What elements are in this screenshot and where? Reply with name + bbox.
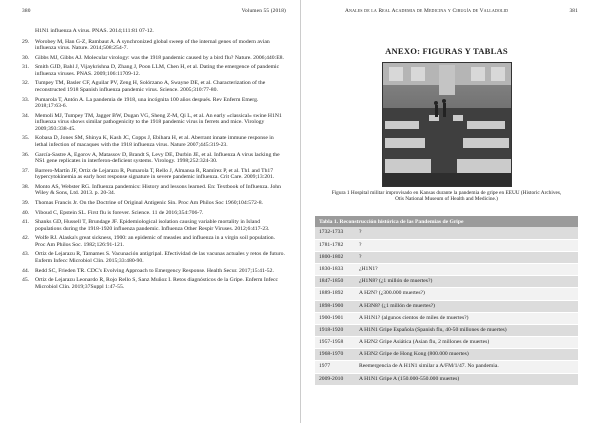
reference-text: Ortiz de Lejarazu Leonardo R, Rojo Rello S, Sanz Muñoz I. Retos diagnósticos de la Gripe. Enferm Infecc Microbiol Clin. 2019;37Suppl 1:47-55. (35, 277, 279, 290)
reference-text: Gibbs MJ, Gibbs AJ. Molecular virology: was the 1918 pandemic caused by a bird flu? Nature. 2006;440:E8. (35, 54, 284, 61)
period-cell: 1800-1802 (319, 253, 344, 260)
reference-text: Shanks GD, Hussell T, Brundage JF. Epidemiological isolation causing variable mortality in Island populations during the 1918-1920 influenza pandemic. Influenza Other Respir Viruses. 2012;6:417-23. (35, 219, 270, 232)
table-row (315, 252, 578, 264)
period-cell: 1898-1900 (319, 302, 344, 309)
description-cell: A H3N8? (¿1 millón de muertes?) (359, 302, 435, 309)
left-running-header (22, 8, 286, 18)
period-cell: 2009-2010 (319, 375, 344, 382)
reference-text: García-Sastre A, Egorov A, Matassov D, Brandt S, Levy DE, Durbin JE, et al. Influenza A virus lacking the NS1 gene replicates in interferon-deficient systems. Virology. 1998;252:324-30. (35, 151, 280, 165)
right-running-header (315, 8, 578, 18)
reference-number: 44. (22, 267, 30, 274)
reference-text: Kobasa D, Jones SM, Shinya K, Kash JC, Copps J, Ebihara H, et al. Aberrant innate immune response in lethal infection of macaques with the 1918 influenza virus. Nature 2007;445:319-23. (35, 135, 274, 148)
period-cell: 1889-1892 (319, 290, 344, 297)
reference-item (22, 97, 286, 110)
description-cell: ? (359, 229, 362, 236)
table-row (315, 240, 578, 252)
right-page (300, 0, 600, 423)
reference-text: Barrero-Martín JF, Ortiz de Lejarazu R, Pumarola T, Rello J, Almansa R, Ramírez P, et al. Th1 and Th17 hypercytokinemia as early host response signature in severe pandemic influenza. Crit Care. 2009;13:201. (35, 167, 275, 181)
reference-number: 38. (22, 183, 30, 190)
reference-item (22, 210, 286, 217)
table-row (315, 264, 578, 276)
description-cell: ? (359, 253, 362, 260)
table-body (315, 227, 578, 385)
reference-item (22, 135, 286, 148)
figure-caption: Figura 1 Hospital militar improvisado en Kansas durante la pandemia de gripe en EEUU (Historic Archives, Otis National Museum of Health and Medicine.) (331, 190, 562, 203)
reference-item (22, 64, 286, 77)
reference-item (22, 277, 286, 290)
right-header-text: Anales de la Real Academia de Medicina y Cirugía de Valladolid (345, 8, 509, 14)
reference-number: 39. (22, 199, 30, 206)
reference-item (22, 55, 286, 62)
description-cell: A H2N2 Gripe Asiática (Asian flu, 2 millones de muertes) (359, 339, 490, 346)
table-row (315, 337, 578, 349)
period-cell: 1977 (319, 363, 331, 370)
reference-number: 40. (22, 209, 30, 216)
reference-text: Wolfe RJ. Alaska's great sickness, 1900: an epidemic of measles and influenza in a virgin soil population. Proc Am Philos Soc. 1982;126:91-121. (35, 235, 276, 248)
reference-text: Thomas Francis Jr. On the Doctrine of Original Antigenic Sin. Proc Am Philos Soc 1960;104:572-8. (35, 199, 263, 206)
table-row (315, 276, 578, 288)
reference-number: 42. (22, 235, 30, 242)
table-row (315, 374, 578, 386)
left-header-text: Volumen 55 (2018) (241, 8, 286, 14)
reference-number: 34. (22, 112, 30, 119)
period-cell: 1830-1833 (319, 265, 344, 272)
reference-number: 36. (22, 151, 30, 158)
table-row (315, 313, 578, 325)
table-row (315, 301, 578, 313)
period-cell: 1900-1901 (319, 314, 344, 321)
reference-number: 32. (22, 80, 30, 87)
description-cell: ¿H1N8? (¿1 millón de muertes?) (359, 278, 433, 285)
reference-text: Viboud C, Epstein SL. First flu is forever. Science. 11 de 2016;354:706-7. (35, 209, 204, 216)
reference-number: 31. (22, 64, 30, 71)
reference-item (22, 268, 286, 275)
reference-item (22, 80, 286, 93)
annex-title: ANEXO: FIGURAS Y TABLAS (385, 46, 508, 56)
description-cell: ? (359, 241, 362, 248)
period-cell: 1957-1958 (319, 339, 344, 346)
reference-text: Tumpey TM, Basler CF, Aguilar PV, Zeng H, Solórzano A, Swayne DE, et al. Characterization of the reconstructed 1918 Spanish influenza pandemic virus. Science. 2005;310:77-80. (35, 80, 266, 93)
reference-item (22, 39, 286, 52)
references-list (22, 28, 286, 290)
reference-item (22, 235, 286, 248)
reference-text: Ortiz de Lejarazu R, Tamames S. Vacunación antigripal. Efectividad de las vacunas actuales y retos de futuro. Enferm Infecc Microbiol Clin. 2015;33:480-90. (35, 251, 285, 264)
period-cell: 1732-1733 (319, 229, 344, 236)
hospital-photo (382, 62, 512, 187)
reference-item (22, 113, 286, 133)
period-cell: 1968-1970 (319, 351, 344, 358)
reference-text: Redd SC, Frieden TR. CDC's Evolving Approach to Emergency Response. Health Secur. 2017;15:41-52. (35, 267, 274, 274)
description-cell: A H2N? (¿300.000 muertes?) (359, 290, 425, 297)
reference-number: 33. (22, 96, 30, 103)
table-title: Tabla 1. Reconstrucción histórica de las Pandemias de Gripe (315, 216, 578, 227)
reference-item (22, 251, 286, 264)
reference-number: 45. (22, 277, 30, 284)
reference-continued: H1N1 influenza A virus. PNAS. 2014;111:81 07-12. (35, 28, 154, 34)
reference-number: 35. (22, 135, 30, 142)
reference-item (22, 184, 286, 197)
period-cell: 1918-1920 (319, 326, 344, 333)
description-cell: A H1N1 Gripe Española (Spanish flu, 40-50 millones de muertes) (359, 326, 507, 333)
description-cell: A H1N1? (algunos cientos de miles de muertes?) (359, 314, 469, 321)
reference-item (22, 219, 286, 232)
reference-text: Smith GJD, Bahl J, Vijaykrishna D, Zhang J, Poon LLM, Chen H, et al. Dating the emergence of pandemic influenza viruses. PNAS. 2009;106:11709-12. (35, 64, 280, 77)
reference-text: Pumarola T, Antón A. La pandemia de 1918, una incógnita 100 años después. Rev Enferm Emerg. 2018;17:63-6. (35, 96, 259, 110)
reference-item (22, 168, 286, 181)
period-cell: 1781-1782 (319, 241, 344, 248)
period-cell: 1847-1850 (319, 278, 344, 285)
table-row (315, 288, 578, 300)
hospital-photo-image (383, 63, 511, 186)
table-row (315, 349, 578, 361)
reference-text: Worobey M, Han G-Z, Rambaut A. A synchronized global sweep of the internal genes of modern avian influenza virus. Nature. 2014;508:254-7. (35, 38, 270, 52)
reference-text: Monto AS, Webster RG. Influenza pandemics: History and lessons learned. En: Textbook of Influenza. John Wiley & Sons, Ltd. 2013. p. 20-34. (35, 183, 281, 197)
table-row (315, 227, 578, 239)
reference-number: 30. (22, 54, 30, 61)
description-cell: Reemergencia de A H1N1 similar a A/FM/1/47. No pandemia. (359, 363, 499, 370)
description-cell: A H3N2 Gripe de Hong Kong (800.000 muertes) (359, 351, 469, 358)
reference-item (22, 152, 286, 165)
left-page-number: 380 (22, 8, 31, 14)
reference-number: 41. (22, 219, 30, 226)
description-cell: A H1N1 Gripe A (150.000-550.000 muertes) (359, 375, 460, 382)
table-row (315, 325, 578, 337)
reference-number: 37. (22, 167, 30, 174)
reference-text: Memoli MJ, Tumpey TM, Jagger BW, Dugan VG, Sheng Z-M, Qi L, et al. An early «classical» swine H1N1 influenza virus shows similar pathogenicity to the 1918 pandemic virus in ferrets and mice. Virology 2009;393:338-45. (35, 112, 282, 132)
pandemics-table (315, 216, 578, 385)
reference-number: 29. (22, 38, 30, 45)
reference-item (22, 200, 286, 207)
table-row (315, 361, 578, 373)
description-cell: ¿H1N1? (359, 265, 378, 272)
reference-number: 43. (22, 251, 30, 258)
right-page-number: 381 (569, 8, 578, 14)
